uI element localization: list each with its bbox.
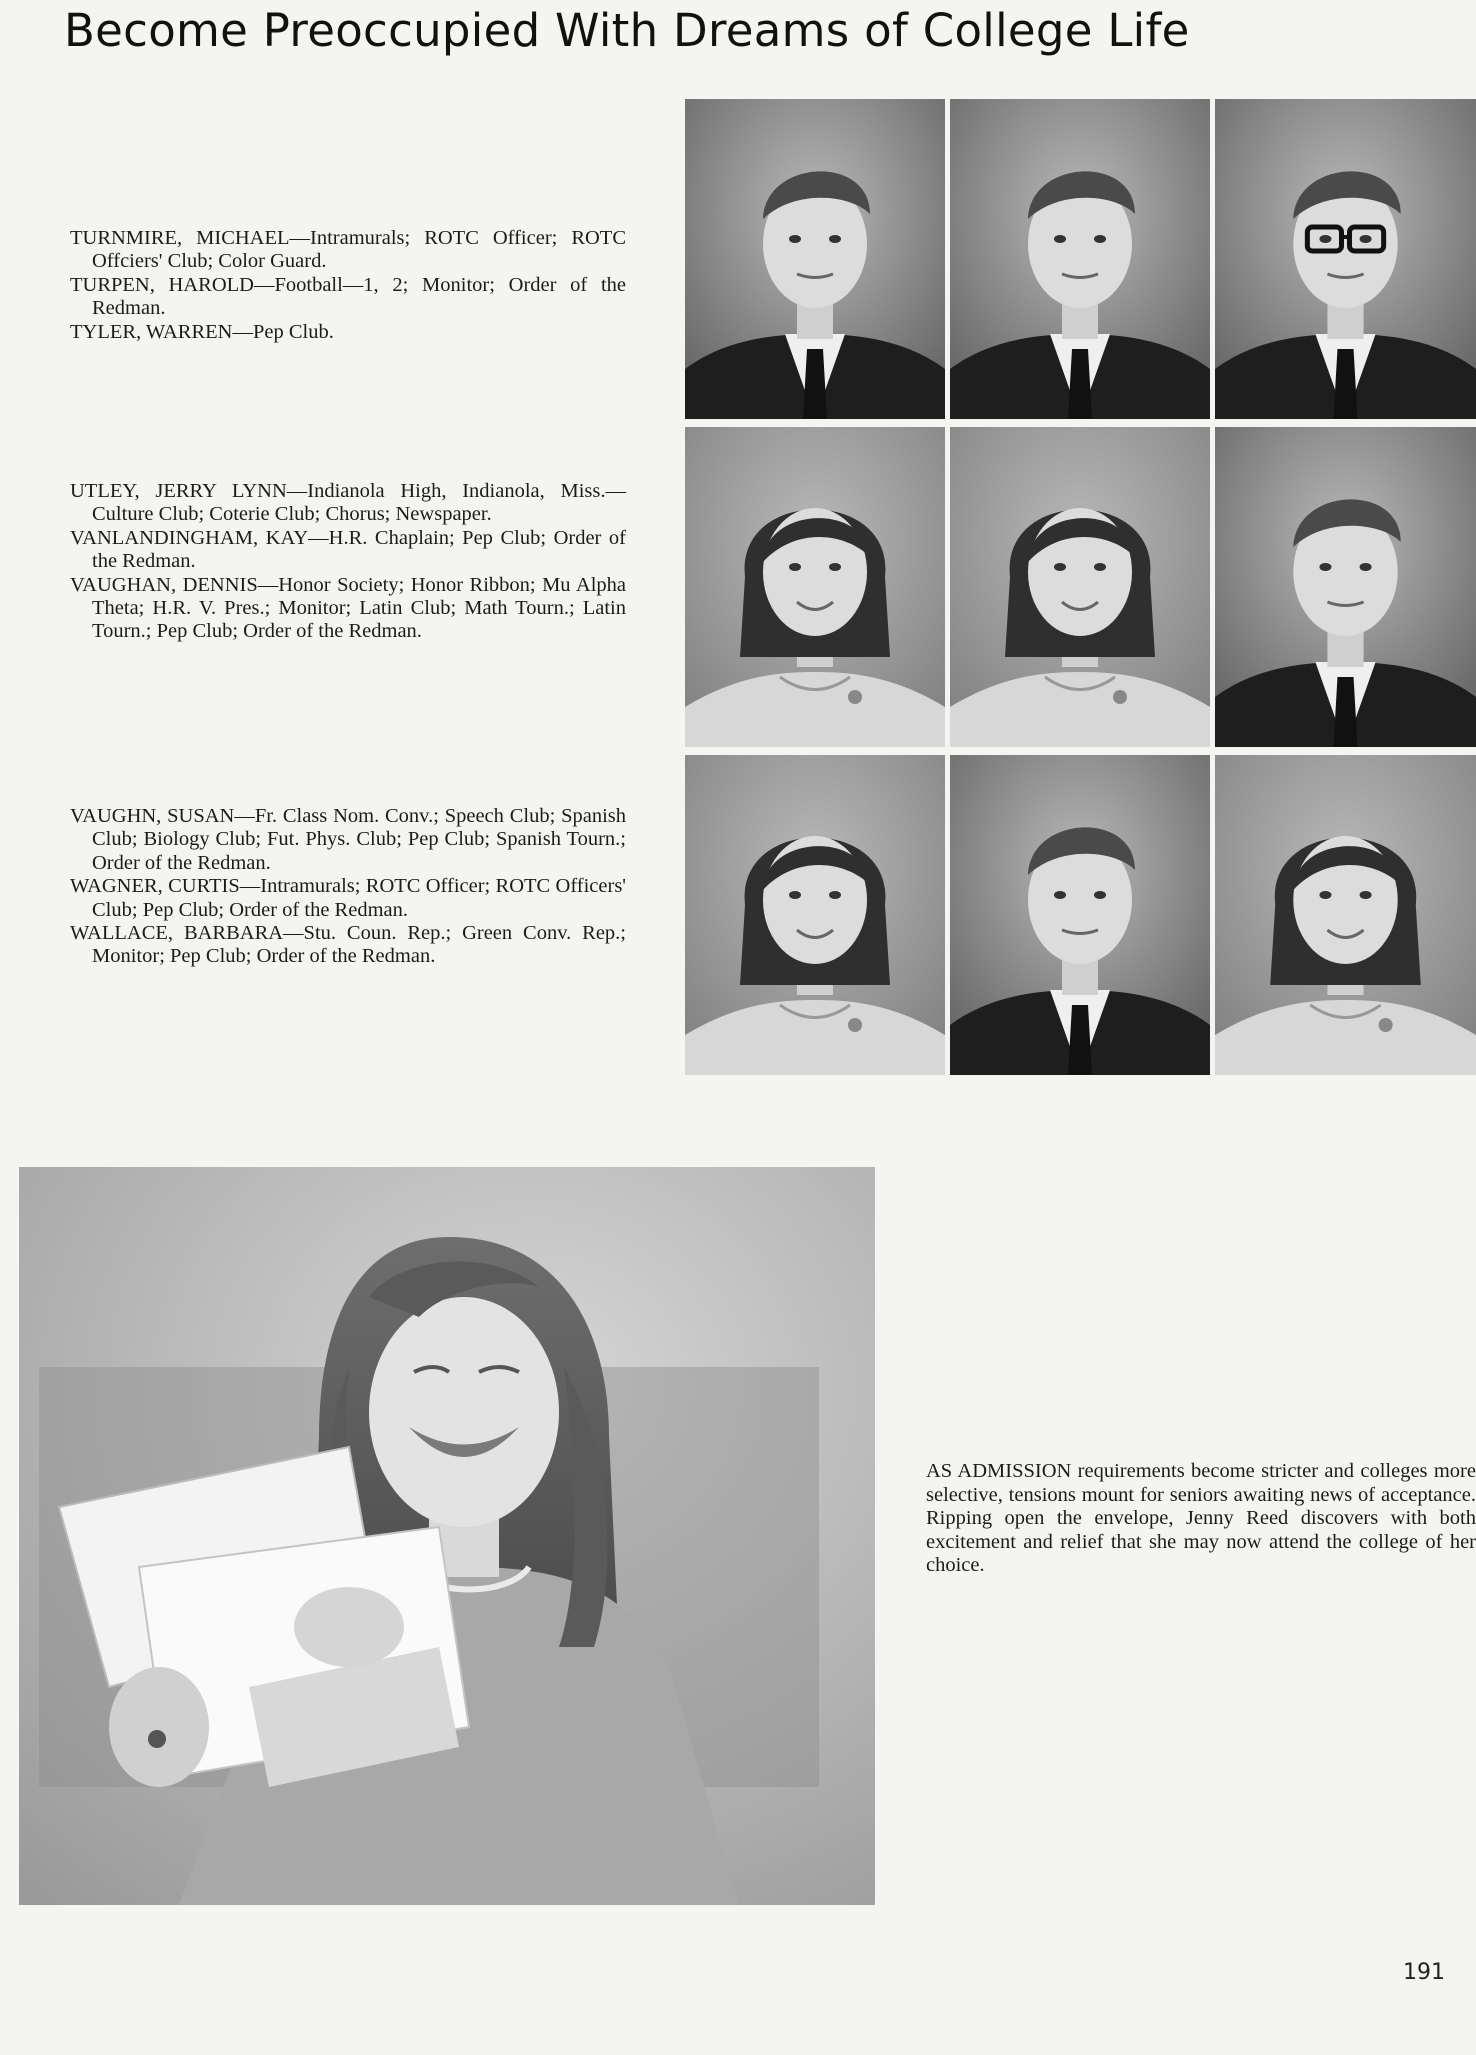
portrait-photo (1215, 427, 1476, 747)
bio-entry: TURPEN, HAROLD—Football—1, 2; Monitor; Order of the Redman. (70, 273, 626, 320)
bio-entry: VANLANDINGHAM, KAY—H.R. Chaplain; Pep Club; Order of the Redman. (70, 526, 626, 573)
page-number: 191 (1403, 1960, 1445, 1985)
bio-entry: WALLACE, BARBARA—Stu. Coun. Rep.; Green Conv. Rep.; Monitor; Pep Club; Order of the Redman. (70, 922, 626, 968)
portrait-photo (685, 755, 945, 1075)
page-title: Become Preoccupied With Dreams of College Life (64, 4, 1190, 57)
bio-entry: UTLEY, JERRY LYNN—Indianola High, Indianola, Miss.—Culture Club; Coterie Club; Chorus; Newspaper. (70, 480, 626, 526)
portrait-photo (685, 99, 945, 419)
bio-entry: TYLER, WARREN—Pep Club. (70, 320, 334, 343)
portrait-photo (950, 755, 1210, 1075)
bio-entry: TURNMIRE, MICHAEL—Intramurals; ROTC Officer; ROTC Offciers' Club; Color Guard. (70, 227, 626, 273)
portrait-photo (1215, 755, 1476, 1075)
portrait-photo (685, 427, 945, 747)
portrait-grid (685, 99, 1476, 1075)
feature-photo (19, 1167, 875, 1905)
bio-entry: VAUGHAN, DENNIS—Honor Society; Honor Ribbon; Mu Alpha Theta; H.R. V. Pres.; Monitor; Latin Club; Math Tourn.; Latin Tourn.; Pep Club; Order of the Redman. (70, 573, 626, 643)
bio-group-3 (70, 805, 626, 969)
feature-photo-image (19, 1167, 875, 1905)
portrait-photo (950, 99, 1210, 419)
bio-entry: VAUGHN, SUSAN—Fr. Class Nom. Conv.; Speech Club; Spanish Club; Biology Club; Fut. Phys. Club; Pep Club; Spanish Tourn.; Order of the Redman. (70, 805, 626, 874)
bio-group-1 (70, 227, 626, 344)
portrait-photo (1215, 99, 1476, 419)
portrait-photo (950, 427, 1210, 747)
photo-caption: AS ADMISSION requirements become stricter and colleges more selective, tensions mount for seniors awaiting news of acceptance. Ripping open the envelope, Jenny Reed discovers with both excitement and relief that she may now attend the college of her choice. (926, 1460, 1476, 1576)
bio-group-2 (70, 480, 626, 644)
bio-entry: WAGNER, CURTIS—Intramurals; ROTC Officer; ROTC Officers' Club; Pep Club; Order of the Redman. (70, 875, 626, 921)
